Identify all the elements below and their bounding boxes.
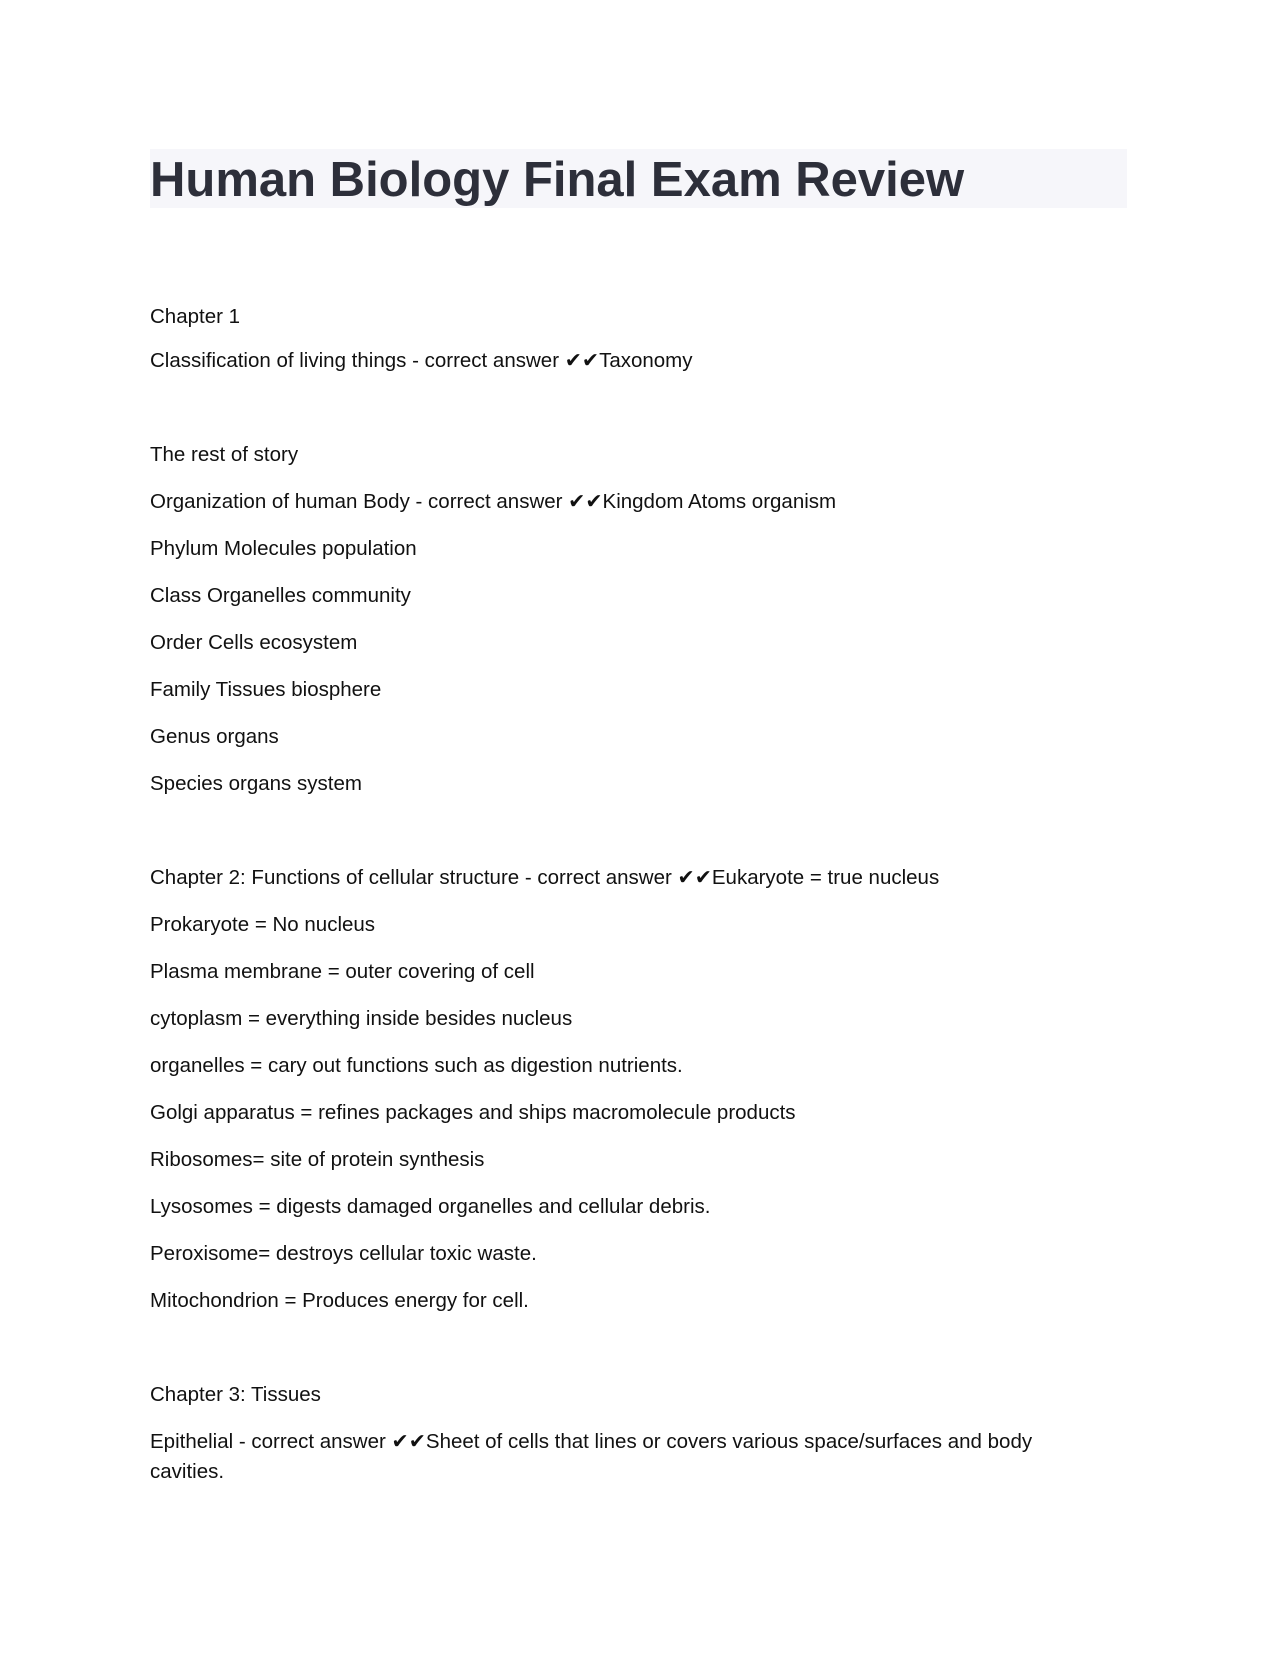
text-line: cytoplasm = everything inside besides nucleus: [150, 1007, 573, 1030]
text-line: Peroxisome= destroys cellular toxic waste.: [150, 1242, 537, 1265]
text-line: Plasma membrane = outer covering of cell: [150, 960, 535, 983]
text-line: Organization of human Body - correct answer ✔✔Kingdom Atoms organism: [150, 490, 837, 513]
text-line: organelles = cary out functions such as digestion nutrients.: [150, 1054, 683, 1077]
text-line: Ribosomes= site of protein synthesis: [150, 1148, 485, 1171]
text-line: Genus organs: [150, 725, 279, 748]
chapter-2-heading: Chapter 2: Functions of cellular structure - correct answer ✔✔Eukaryote = true nucleus: [150, 866, 940, 889]
chapter-1-heading: Chapter 1: [150, 305, 241, 328]
text-line: Golgi apparatus = refines packages and ships macromolecule products: [150, 1101, 796, 1124]
text-line: Epithelial - correct answer ✔✔Sheet of cells that lines or covers various space/surfaces and body cavities.: [150, 1430, 1033, 1483]
text-line: Order Cells ecosystem: [150, 631, 358, 654]
text-line: Mitochondrion = Produces energy for cell.: [150, 1289, 529, 1312]
text-line: Lysosomes = digests damaged organelles and cellular debris.: [150, 1195, 711, 1218]
text-line: Prokaryote = No nucleus: [150, 913, 376, 936]
text-line: Family Tissues biosphere: [150, 678, 382, 701]
text-line: Class Organelles community: [150, 584, 411, 607]
page-title: Human Biology Final Exam Review: [150, 153, 965, 207]
chapter-3-heading: Chapter 3: Tissues: [150, 1383, 321, 1406]
text-line: Species organs system: [150, 772, 362, 795]
text-line: Phylum Molecules population: [150, 537, 417, 560]
text-line: The rest of story: [150, 443, 299, 466]
text-line: Classification of living things - correct answer ✔✔Taxonomy: [150, 349, 693, 372]
